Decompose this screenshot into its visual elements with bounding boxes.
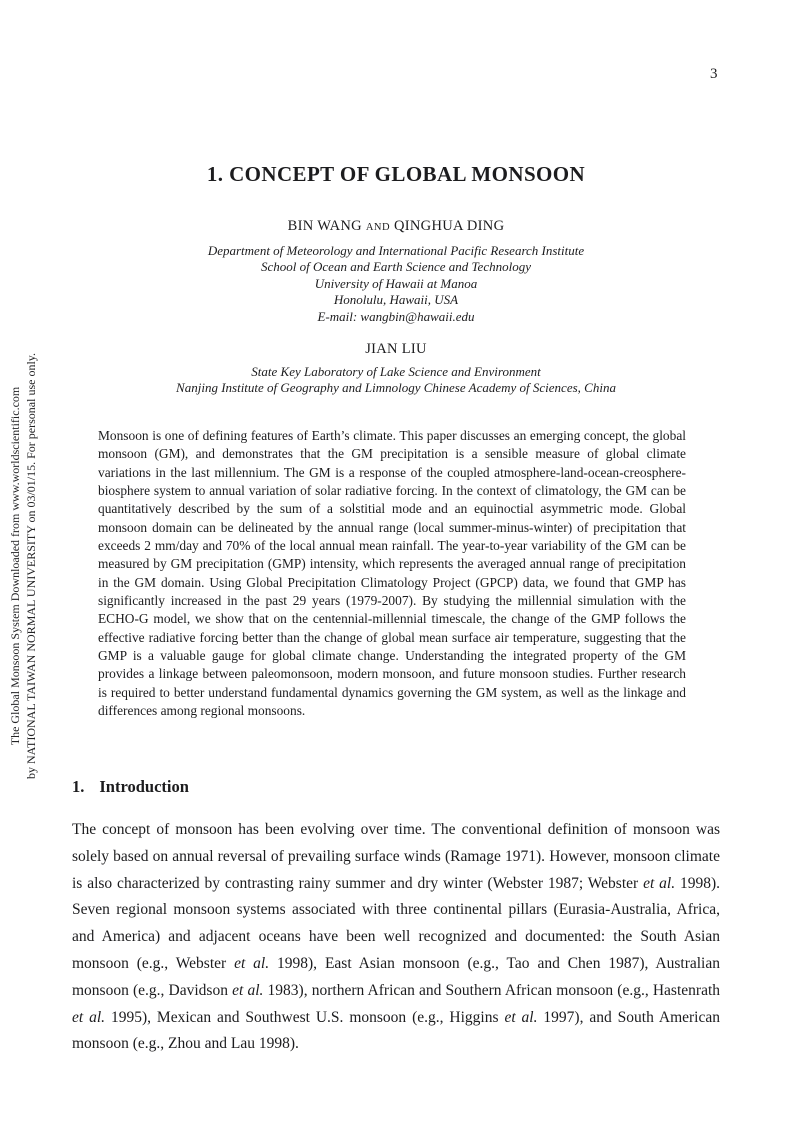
affiliation-nanjing <box>72 364 720 397</box>
introduction-paragraph: The concept of monsoon has been evolving over time. The conventional definition of monsoon was solely based on annual reversal of prevailing surface winds (Ramage 1971). However, monsoon climate is also characterized by contrasting rainy summer and dry winter (Webster 1987; Webster et al. 1998). Seven regional monsoon systems associated with three continental pillars (Eurasia-Australia, Africa, and America) and adjacent oceans have been well recognized and documented: the South Asian monsoon (e.g., Webster et al. 1998), East Asian monsoon (e.g., Tao and Chen 1987), Australian monsoon (e.g., Davidson et al. 1983), northern African and Southern African monsoon (e.g., Hastenrath et al. 1995), Mexican and Southwest U.S. monsoon (e.g., Higgins et al. 1997), and South American monsoon (e.g., Zhou and Lau 1998). <box>72 821 721 1053</box>
author-first: BIN WANG <box>287 218 362 234</box>
affiliation-line: Honolulu, Hawaii, USA <box>333 292 459 308</box>
author-names <box>72 218 720 235</box>
watermark-line-2: by NATIONAL TAIWAN NORMAL UNIVERSITY on 03/01/15. For personal use only. <box>24 353 38 779</box>
chapter-title: 1. CONCEPT OF GLOBAL MONSOON <box>206 162 586 186</box>
author-third: JIAN LIU <box>365 341 427 357</box>
section-heading <box>72 777 189 797</box>
affiliation-line: Department of Meteorology and International Pacific Research Institute <box>207 243 585 258</box>
author-conjunction: AND <box>365 222 391 233</box>
affiliation-line: State Key Laboratory of Lake Science and Environment <box>251 364 541 379</box>
page-number: 3 <box>710 66 718 82</box>
author-second: QINGHUA DING <box>394 218 505 234</box>
section-number: 1. <box>72 777 85 796</box>
affiliation-email-line: E-mail: wangbin@hawaii.edu <box>317 308 475 324</box>
affiliation-line: Nanjing Institute of Geography and Limnology Chinese Academy of Sciences, China <box>176 380 616 396</box>
abstract-paragraph: Monsoon is one of defining features of Earth’s climate. This paper discusses an emerging concept, the global monsoon (GM), and demonstrates that the GM precipitation is a sensible measure of global climate variations in the last millennium. The GM is a response of the coupled atmosphere-land-ocean-creosphere-biosphere system to annual variation of solar radiative forcing. In the context of climatology, the GM can be quantitatively described by the sum of a solstitial mode and an equinoctial asymmetric mode. Global monsoon domain can be delineated by the annual range (local summer-minus-winter) of precipitation that exceeds 2 mm/day and 70% of the local annual mean rainfall. The year-to-year variability of the GM can be measured by GM precipitation (GMP) intensity, which represents the averaged annual range of precipitation in the GM domain. Using Global Precipitation Climatology Project (GPCP) data, we found that GMP has significantly increased in the past 29 years (1979-2007). By studying the millennial simulation with the ECHO-G model, we show that on the centennial-millennial timescale, the change of the GMP follows the effective radiative forcing better than the change of global mean surface air temperature, suggesting that the GMP is a valuable gauge for global climate change. Understanding the integrated property of the GM provides a linkage between paleomonsoon, modern monsoon, and future monsoon studies. Further research is required to better understand fundamental dynamics governing the GM system, as well as the linkage and differences among regional monsoons. <box>98 428 686 719</box>
watermark-line-1: The Global Monsoon System Downloaded from www.worldscientific.com <box>8 386 22 746</box>
page-content <box>72 0 720 1146</box>
watermark-sidebar <box>7 331 41 801</box>
affiliation-line: University of Hawaii at Manoa <box>314 275 478 291</box>
section-title: Introduction <box>99 777 189 796</box>
affiliation-line: School of Ocean and Earth Science and Technology <box>261 259 531 275</box>
affiliation-hawaii <box>72 243 720 325</box>
